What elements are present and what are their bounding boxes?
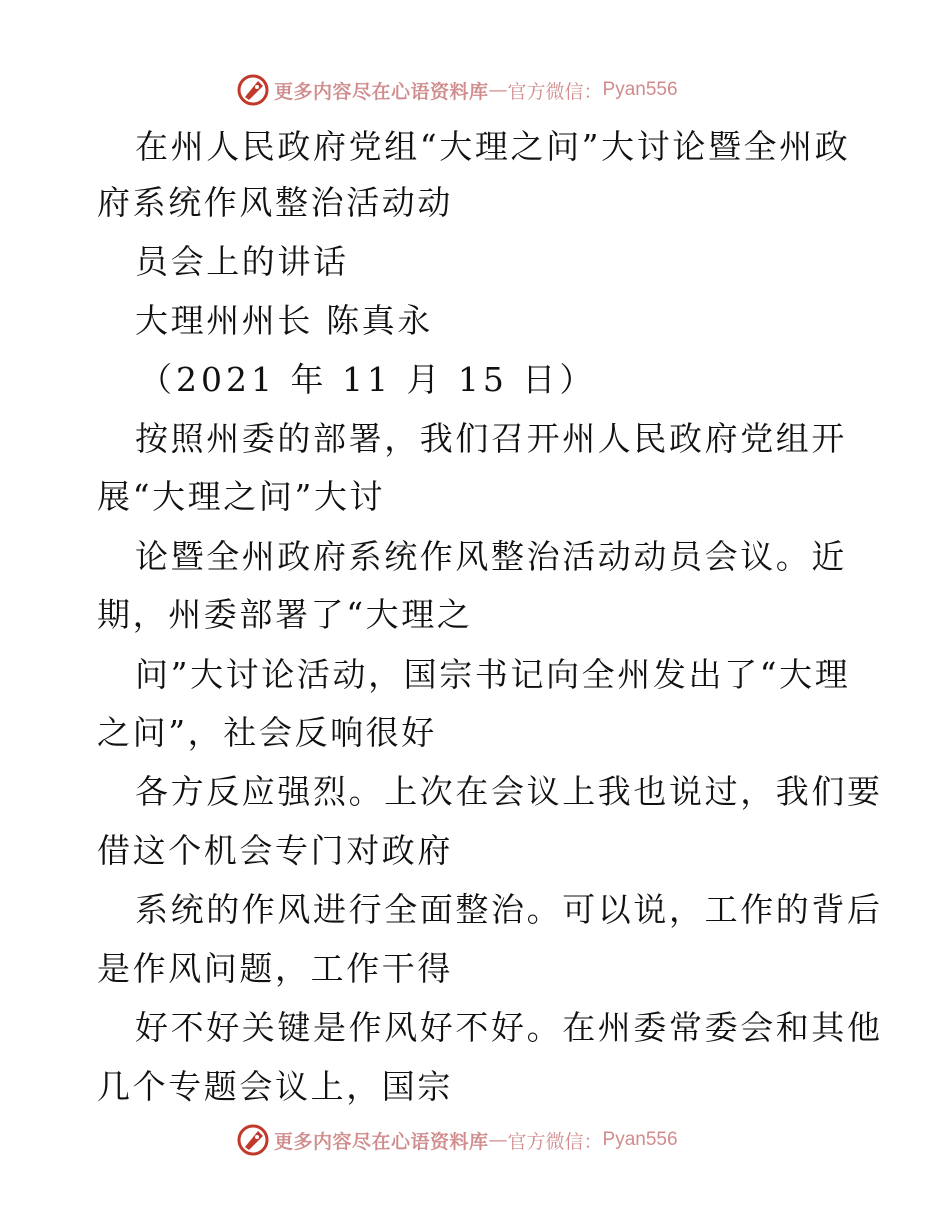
body-line: 期，州委部署了“大理之 bbox=[97, 595, 473, 634]
document-date: （2021 年 11 月 15 日） bbox=[139, 360, 597, 399]
body-line: 借这个机会专门对政府 bbox=[97, 831, 453, 870]
watermark-separator: — bbox=[488, 79, 508, 101]
body-line: 问”大讨论活动，国宗书记向全州发出了“大理 bbox=[135, 655, 851, 694]
body-line: 系统的作风进行全面整治。可以说，工作的背后 bbox=[135, 890, 883, 929]
body-line: 是作风问题，工作干得 bbox=[97, 949, 453, 988]
body-line: 各方反应强烈。上次在会议上我也说过，我们要 bbox=[135, 772, 883, 811]
document-speaker: 大理州州长 陈真永 bbox=[135, 301, 433, 340]
body-line: 论暨全州政府系统作风整治活动动员会议。近 bbox=[135, 537, 847, 576]
body-line: 按照州委的部署，我们召开州人民政府党组开 bbox=[135, 419, 847, 458]
watermark-wechat-id: Pyan556 bbox=[602, 79, 678, 100]
body-line: 好不好关键是作风好不好。在州委常委会和其他 bbox=[135, 1008, 883, 1047]
body-line: 之问”，社会反响很好 bbox=[97, 713, 437, 752]
pen-nib-logo-icon bbox=[236, 1123, 270, 1157]
watermark-wechat-id: Pyan556 bbox=[602, 1129, 678, 1150]
watermark-separator: — bbox=[488, 1129, 508, 1151]
document-title-line-3: 员会上的讲话 bbox=[135, 242, 349, 281]
document-title-line-1: 在州人民政府党组“大理之问”大讨论暨全州政 bbox=[135, 127, 851, 166]
watermark-text: 更多内容尽在心语资料库 bbox=[274, 1130, 489, 1153]
watermark-text: 更多内容尽在心语资料库 bbox=[274, 80, 489, 103]
body-line: 展“大理之问”大讨 bbox=[97, 477, 386, 516]
watermark-wechat-label: 官方微信： bbox=[507, 80, 603, 103]
body-line: 几个专题会议上，国宗 bbox=[97, 1067, 453, 1106]
document-title-line-2: 府系统作风整治活动动 bbox=[97, 183, 453, 222]
footer-watermark bbox=[236, 1122, 678, 1158]
watermark-wechat-label: 官方微信： bbox=[507, 1130, 603, 1153]
